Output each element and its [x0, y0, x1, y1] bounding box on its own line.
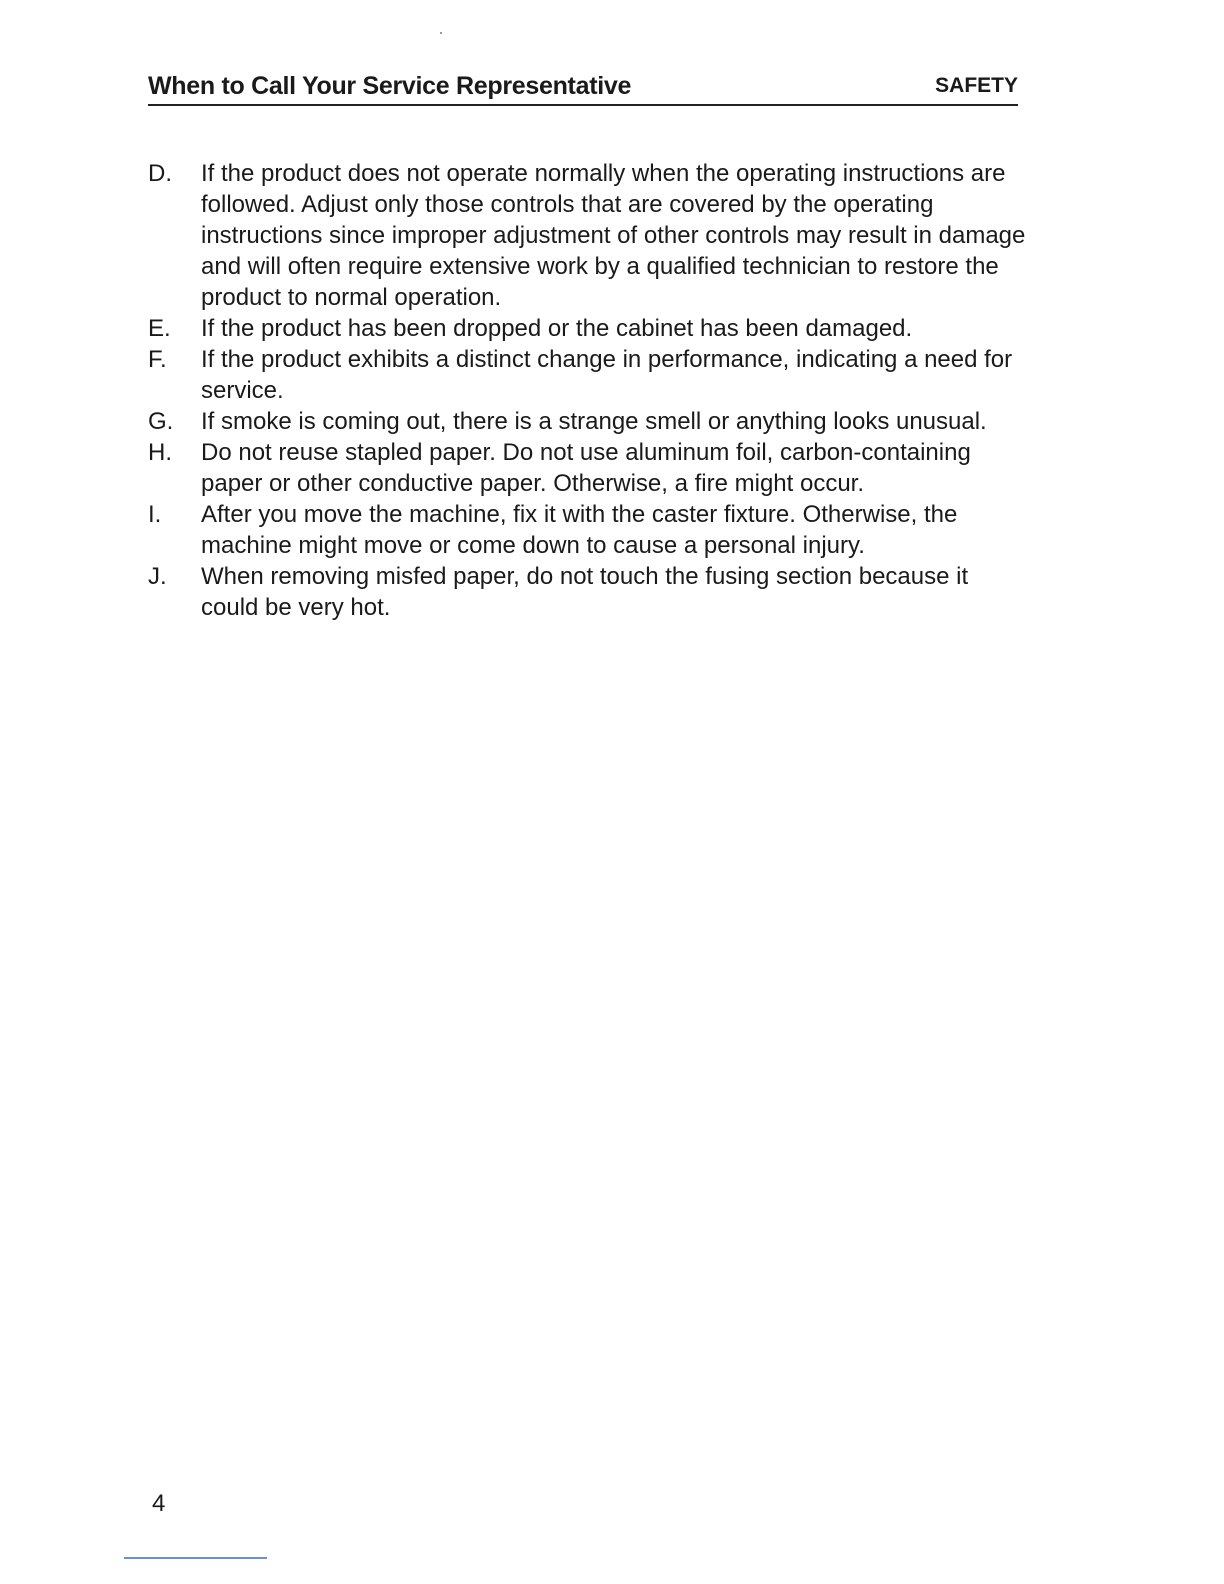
item-letter: H.	[148, 439, 172, 466]
list-item	[148, 313, 1028, 344]
page-number: 4	[152, 1490, 166, 1517]
page-title: When to Call Your Service Representative	[148, 72, 632, 100]
list-item	[148, 561, 1028, 623]
item-text: If the product does not operate normally when the operating instructions are followed. Adjust only those controls that are covered by the operating instructions since improper adjustment of other controls may result in damage and will often require extensive work by a qualified technician to restore the product to normal operation.	[201, 160, 1026, 311]
item-text: After you move the machine, fix it with the caster fixture. Otherwise, the machine might move or come down to cause a personal injury.	[201, 501, 958, 559]
item-letter: G.	[148, 408, 174, 435]
item-letter: D.	[148, 160, 172, 187]
item-text: If the product exhibits a distinct change in performance, indicating a need for service.	[201, 346, 1013, 404]
item-letter: J.	[148, 563, 167, 590]
list-item	[148, 158, 1028, 313]
item-letter: E.	[148, 315, 171, 342]
list-item	[148, 344, 1028, 406]
list-item	[148, 406, 1028, 437]
footer-rule	[124, 1557, 267, 1559]
scan-speck	[440, 32, 442, 34]
safety-item-list	[148, 158, 1028, 623]
item-text: If smoke is coming out, there is a strange smell or anything looks unusual.	[201, 408, 987, 435]
list-item	[148, 499, 1028, 561]
item-text: When removing misfed paper, do not touch the fusing section because it could be very hot.	[201, 563, 969, 621]
section-label: SAFETY	[935, 74, 1018, 97]
item-letter: F.	[148, 346, 167, 373]
page-header	[148, 70, 1018, 106]
item-text: If the product has been dropped or the cabinet has been damaged.	[201, 315, 913, 342]
item-letter: I.	[148, 501, 162, 528]
list-item	[148, 437, 1028, 499]
item-text: Do not reuse stapled paper. Do not use aluminum foil, carbon-containing paper or other conductive paper. Otherwise, a fire might occur.	[201, 439, 971, 497]
